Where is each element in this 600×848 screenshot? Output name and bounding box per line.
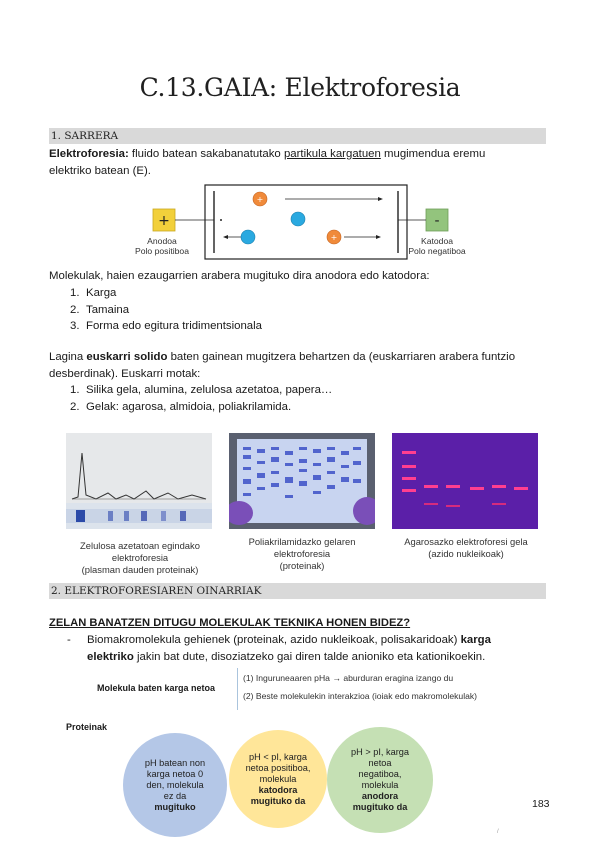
definition-line-2: elektriko batean (E).	[49, 164, 151, 177]
figure-1-caption: Zelulosa azetatoan egindako elektroforesia (plasman dauden proteinak)	[80, 540, 200, 575]
svg-text:+: +	[330, 233, 338, 242]
chamber-box	[205, 185, 407, 259]
factors-list	[70, 285, 262, 335]
anode-caption	[122, 236, 202, 256]
list-item: 1. Karga	[70, 287, 117, 299]
list-item: 2. Gelak: agarosa, almidoia, poliakrilamida.	[70, 400, 292, 413]
corner-mark: /	[497, 829, 499, 835]
list-item: 2. Tamaina	[70, 303, 130, 316]
definition-text-b: mugimendua eremu	[380, 148, 486, 160]
definition-paragraph	[49, 146, 549, 179]
definition-underlined: partikula kargatuen	[283, 148, 381, 160]
anode-sublabel: Polo positiboa	[135, 246, 189, 256]
page-number: 183	[532, 798, 550, 810]
charge-label: Molekula baten karga netoa	[97, 683, 216, 693]
charge-line-1: (1) Inguruneaaren pHa → aburduran eragina izango du	[243, 673, 454, 683]
proteins-label: Proteinak	[66, 722, 108, 732]
anode-symbol: +	[158, 213, 170, 229]
svg-text:+: +	[256, 195, 264, 204]
cathode-caption	[397, 236, 477, 256]
anion-particle	[291, 212, 305, 226]
cathode-sublabel: Polo negatiboa	[408, 246, 466, 256]
circle-neutral: pH batean non karga netoa 0 den, molekula ez da mugituko	[123, 733, 227, 837]
cathode-label: Katodoa	[420, 236, 454, 246]
support-paragraph: Lagina euskarri solido baten gainean mugitzera behartzen da (euskarriaren arabera funtzio desberdinak). Euskarri motak:	[49, 351, 516, 380]
polyacrylamide-gel-image	[229, 433, 375, 529]
agarose-gel-image	[392, 433, 538, 529]
circle-negative: pH > pI, karga netoa negatiboa, molekula anodora mugituko da	[327, 727, 433, 833]
supports-list	[70, 382, 332, 415]
cathode-symbol: -	[434, 213, 440, 229]
figure-2-caption: Poliakrilamidazko gelaren elektroforesia (proteinak)	[248, 536, 356, 571]
page-title: C.13.GAIA: Elektroforesia	[139, 73, 461, 102]
charge-line-2: (2) Beste molekulekin interakzioa (ioiak edo makromolekulak)	[243, 691, 478, 701]
circle-positive: pH < pI, karga netoa positiboa, molekula katodora mugituko da	[229, 730, 327, 828]
cellulose-acetate-image	[66, 433, 212, 529]
list-item: 3. Forma edo egitura tridimentsionala	[70, 320, 263, 332]
section-heading-sarrera: 1. SARRERA	[49, 128, 546, 144]
list-item: 1. Silika gela, alumina, zelulosa azetatoa, papera…	[70, 384, 333, 396]
document-page: C.13.GAIA: Elektroforesia 1. SARRERA Elektroforesia: fluido batean sakabanatutako partikula kargatuen mugimendua eremu elektriko batean (E). + + + - Anodoa Polo positiboa Katodoa Polo negatiboa Molekulak, haien ezaugarrien arabera mugituko dira anodora edo katodora: 1. Karga 2. Tamaina 3. Forma edo egitura tridimentsionala Lagina euskarri solido baten gainean mugitzera behartzen da (euskarriaren arabera funtzio desberdinak). Euskarri motak: 1. Silika gela, alumina, zelulosa azetatoa, papera… 2. Gelak: agarosa, almidoia, poliakrilamida. Zelulosa azetatoan egindako elektroforesia (plasman dauden proteinak) Poliakrilamidazko gelaren elektroforesia (proteinak) Agarosazko elektroforesi gela (azido nukleikoak) 2. ELEKTROFORESIAREN OINARRIAK ZELAN BANATZEN DITUGU MOLEKULAK TEKNIKA HONEN BIDEZ? - Biomakromolekula gehienek (proteinak, azido nukleikoak, polisakaridoak) karga elektriko jakin bat dute, disoziatzeko gai diren talde anioniko eta kationikoekin. Molekula baten karga netoa (1) Inguruneaaren pHa → aburduran eragina izango du (2) Beste molekulekin interakzioa (ioiak edo makromolekulak) Proteinak pH batean non karga netoa 0 den, molekula ez da mugituko pH < pI, karga netoa positiboa, molekula katodora mugituko da pH > pI, karga netoa negatiboa, molekula anodora mugituko da 183 /	[0, 0, 600, 848]
figure-3-caption: Agarosazko elektroforesi gela (azido nukleikoak)	[404, 536, 528, 559]
intro-paragraph: Molekulak, haien ezaugarrien arabera mugituko dira anodora edo katodora:	[49, 270, 430, 282]
section-heading-oinarriak: 2. ELEKTROFORESIAREN OINARRIAK	[49, 583, 546, 599]
anode-label: Anodoa	[147, 236, 177, 246]
support-bold: euskarri solido	[86, 351, 168, 363]
definition-text-a: fluido batean sakabanatutako	[128, 148, 284, 160]
definition-term: Elektroforesia:	[49, 148, 129, 160]
anion-particle	[241, 230, 255, 244]
section-question: ZELAN BANATZEN DITUGU MOLEKULAK TEKNIKA HONEN BIDEZ?	[49, 617, 411, 629]
